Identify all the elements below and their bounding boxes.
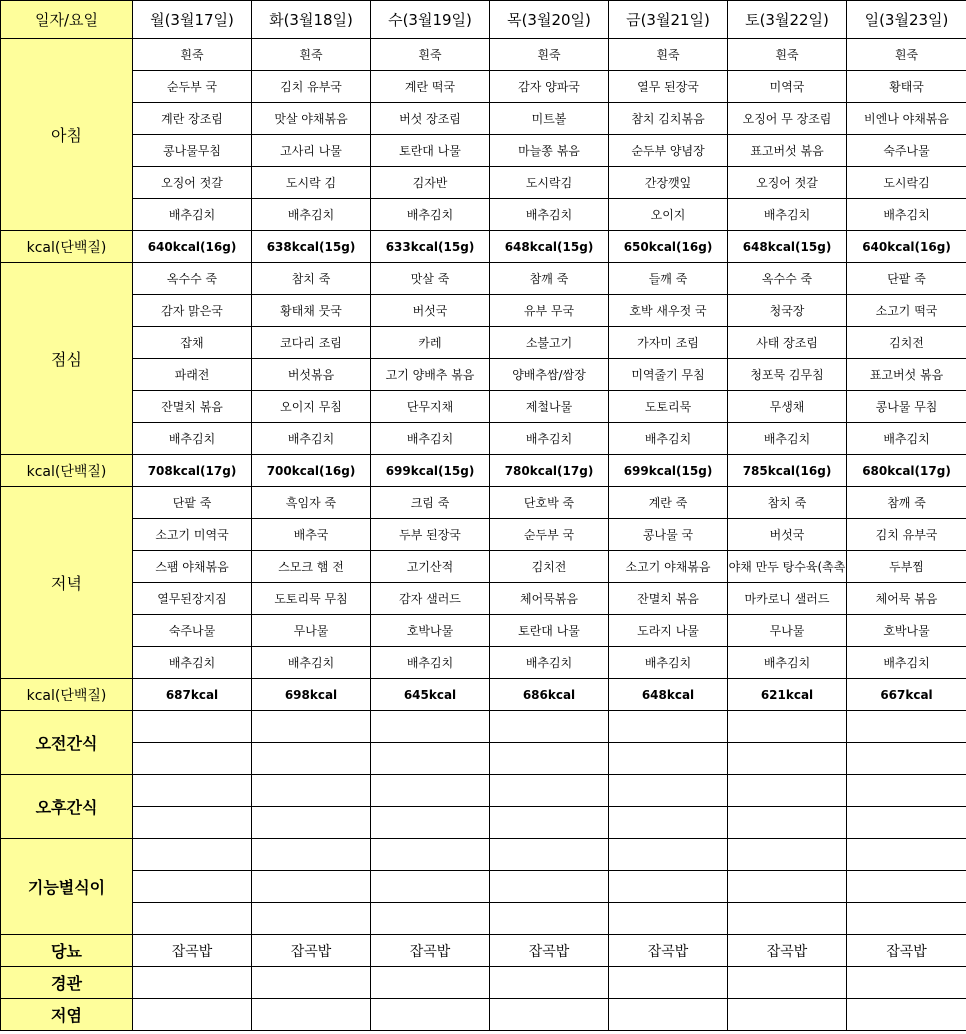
empty-cell <box>490 807 609 839</box>
menu-row <box>1 71 966 103</box>
kcal-label: kcal(단백질) <box>1 455 133 487</box>
menu-item: 토란대 나물 <box>490 615 609 647</box>
kcal-value: 698kcal <box>252 679 371 711</box>
menu-item: 순두부 국 <box>490 519 609 551</box>
kcal-value: 640kcal(16g) <box>133 231 252 263</box>
empty-cell <box>252 807 371 839</box>
menu-item: 크림 죽 <box>371 487 490 519</box>
kcal-row <box>1 455 966 487</box>
header-date-day: 일자/요일 <box>1 1 133 39</box>
special-diet-value: 잡곡밥 <box>847 935 966 967</box>
menu-item: 버섯국 <box>728 519 847 551</box>
special-diet-value <box>728 999 847 1031</box>
lunch-label: 점심 <box>1 263 133 455</box>
menu-row <box>1 487 966 519</box>
menu-item: 숙주나물 <box>847 135 966 167</box>
kcal-row <box>1 679 966 711</box>
special-diet-row <box>1 967 966 999</box>
empty-cell <box>252 839 371 871</box>
kcal-value: 699kcal(15g) <box>371 455 490 487</box>
low-salt-label: 저염 <box>1 999 133 1031</box>
menu-item: 맛살 죽 <box>371 263 490 295</box>
empty-cell <box>490 871 609 903</box>
menu-item: 호박 새우젓 국 <box>609 295 728 327</box>
empty-cell <box>609 839 728 871</box>
menu-item: 소고기 미역국 <box>133 519 252 551</box>
menu-item: 흰죽 <box>371 39 490 71</box>
menu-row <box>1 551 966 583</box>
special-diet-value: 잡곡밥 <box>252 935 371 967</box>
menu-item: 흰죽 <box>133 39 252 71</box>
special-diet-value <box>609 999 728 1031</box>
menu-item: 오이지 <box>609 199 728 231</box>
empty-cell <box>609 903 728 935</box>
empty-cell <box>847 711 966 743</box>
empty-cell <box>847 807 966 839</box>
kcal-value: 708kcal(17g) <box>133 455 252 487</box>
menu-item: 소불고기 <box>490 327 609 359</box>
menu-item: 토란대 나물 <box>371 135 490 167</box>
menu-item: 김치 유부국 <box>252 71 371 103</box>
menu-item: 배추김치 <box>490 423 609 455</box>
kcal-value: 667kcal <box>847 679 966 711</box>
menu-item: 흰죽 <box>490 39 609 71</box>
empty-row <box>1 743 966 775</box>
menu-item: 김치 유부국 <box>847 519 966 551</box>
menu-item: 단팥 죽 <box>847 263 966 295</box>
special-diet-value <box>252 999 371 1031</box>
menu-item: 배추김치 <box>847 647 966 679</box>
menu-item: 배추김치 <box>490 647 609 679</box>
diabetes-label: 당뇨 <box>1 935 133 967</box>
kcal-value: 633kcal(15g) <box>371 231 490 263</box>
menu-item: 감자 샐러드 <box>371 583 490 615</box>
menu-item: 코다리 조림 <box>252 327 371 359</box>
kcal-value: 785kcal(16g) <box>728 455 847 487</box>
empty-cell <box>490 711 609 743</box>
menu-item: 미역국 <box>728 71 847 103</box>
menu-item: 사태 장조림 <box>728 327 847 359</box>
menu-item: 옥수수 죽 <box>728 263 847 295</box>
empty-cell <box>728 839 847 871</box>
kcal-value: 645kcal <box>371 679 490 711</box>
menu-item: 순두부 양념장 <box>609 135 728 167</box>
menu-item: 표고버섯 볶음 <box>728 135 847 167</box>
special-diet-value: 잡곡밥 <box>133 935 252 967</box>
morning-snack-label: 오전간식 <box>1 711 133 775</box>
empty-cell <box>728 903 847 935</box>
empty-cell <box>252 775 371 807</box>
empty-cell <box>133 743 252 775</box>
menu-item: 배추김치 <box>609 647 728 679</box>
menu-row <box>1 615 966 647</box>
menu-item: 고기산적 <box>371 551 490 583</box>
dinner-label: 저녁 <box>1 487 133 679</box>
special-diet-row <box>1 999 966 1031</box>
menu-item: 흰죽 <box>252 39 371 71</box>
empty-row <box>1 903 966 935</box>
menu-item: 도시락 김 <box>252 167 371 199</box>
menu-item: 들깨 죽 <box>609 263 728 295</box>
special-diet-row <box>1 935 966 967</box>
menu-item: 단팥 죽 <box>133 487 252 519</box>
menu-item: 계란 장조림 <box>133 103 252 135</box>
kcal-label: kcal(단백질) <box>1 679 133 711</box>
empty-cell <box>609 743 728 775</box>
special-diet-value <box>728 967 847 999</box>
empty-row <box>1 807 966 839</box>
empty-row <box>1 775 966 807</box>
empty-cell <box>133 711 252 743</box>
header-day: 수(3월19일) <box>371 1 490 39</box>
menu-item: 참깨 죽 <box>847 487 966 519</box>
menu-item: 오징어 젓갈 <box>133 167 252 199</box>
special-diet-value <box>371 967 490 999</box>
menu-row <box>1 391 966 423</box>
special-diet-value <box>371 999 490 1031</box>
empty-cell <box>728 775 847 807</box>
menu-item: 계란 떡국 <box>371 71 490 103</box>
menu-item: 열무 된장국 <box>609 71 728 103</box>
kcal-value: 699kcal(15g) <box>609 455 728 487</box>
menu-row <box>1 647 966 679</box>
menu-item: 황태채 뭇국 <box>252 295 371 327</box>
menu-item: 배추김치 <box>371 199 490 231</box>
menu-item: 배추김치 <box>728 647 847 679</box>
menu-row <box>1 103 966 135</box>
menu-item: 맛살 야채볶음 <box>252 103 371 135</box>
menu-item: 버섯볶음 <box>252 359 371 391</box>
menu-item: 표고버섯 볶음 <box>847 359 966 391</box>
menu-item: 카레 <box>371 327 490 359</box>
header-day: 화(3월18일) <box>252 1 371 39</box>
menu-item: 콩나물 국 <box>609 519 728 551</box>
empty-cell <box>728 807 847 839</box>
menu-item: 소고기 야채볶음 <box>609 551 728 583</box>
menu-item: 청국장 <box>728 295 847 327</box>
menu-item: 체어묵볶음 <box>490 583 609 615</box>
empty-cell <box>490 743 609 775</box>
menu-item: 도라지 나물 <box>609 615 728 647</box>
menu-item: 감자 양파국 <box>490 71 609 103</box>
empty-cell <box>609 807 728 839</box>
menu-row <box>1 295 966 327</box>
header-day: 일(3월23일) <box>847 1 966 39</box>
empty-cell <box>609 711 728 743</box>
empty-cell <box>371 807 490 839</box>
special-diet-value: 잡곡밥 <box>609 935 728 967</box>
menu-item: 무나물 <box>728 615 847 647</box>
functional-diet-label: 기능별식이 <box>1 839 133 935</box>
menu-row <box>1 39 966 71</box>
empty-cell <box>847 775 966 807</box>
special-diet-value <box>847 999 966 1031</box>
menu-item: 참치 죽 <box>728 487 847 519</box>
menu-item: 간장깻잎 <box>609 167 728 199</box>
menu-item: 야채 만두 탕수육(촉촉 <box>728 551 847 583</box>
special-diet-value <box>847 967 966 999</box>
empty-cell <box>252 711 371 743</box>
menu-row <box>1 423 966 455</box>
empty-cell <box>252 903 371 935</box>
menu-item: 배추김치 <box>609 423 728 455</box>
menu-item: 고기 양배추 볶음 <box>371 359 490 391</box>
kcal-value: 648kcal(15g) <box>728 231 847 263</box>
empty-cell <box>252 871 371 903</box>
menu-item: 김치전 <box>847 327 966 359</box>
menu-item: 도토리묵 <box>609 391 728 423</box>
empty-cell <box>133 775 252 807</box>
kcal-value: 700kcal(16g) <box>252 455 371 487</box>
kcal-value: 621kcal <box>728 679 847 711</box>
menu-item: 흰죽 <box>728 39 847 71</box>
kcal-value: 680kcal(17g) <box>847 455 966 487</box>
menu-item: 잡채 <box>133 327 252 359</box>
menu-row <box>1 519 966 551</box>
empty-cell <box>371 711 490 743</box>
menu-item: 순두부 국 <box>133 71 252 103</box>
kcal-value: 650kcal(16g) <box>609 231 728 263</box>
menu-item: 배추김치 <box>371 423 490 455</box>
empty-cell <box>133 903 252 935</box>
menu-item: 미역줄기 무침 <box>609 359 728 391</box>
kcal-value: 687kcal <box>133 679 252 711</box>
empty-cell <box>490 775 609 807</box>
menu-item: 도토리묵 무침 <box>252 583 371 615</box>
menu-item: 스팸 야채볶음 <box>133 551 252 583</box>
menu-item: 체어묵 볶음 <box>847 583 966 615</box>
menu-item: 무생채 <box>728 391 847 423</box>
menu-item: 오이지 무침 <box>252 391 371 423</box>
empty-row <box>1 871 966 903</box>
afternoon-snack-label: 오후간식 <box>1 775 133 839</box>
menu-item: 김치전 <box>490 551 609 583</box>
menu-item: 콩나물 무침 <box>847 391 966 423</box>
menu-row <box>1 263 966 295</box>
header-day: 토(3월22일) <box>728 1 847 39</box>
menu-item: 열무된장지짐 <box>133 583 252 615</box>
menu-item: 도시락김 <box>490 167 609 199</box>
menu-row <box>1 583 966 615</box>
empty-cell <box>847 839 966 871</box>
empty-cell <box>133 871 252 903</box>
empty-cell <box>371 871 490 903</box>
menu-item: 배추김치 <box>728 423 847 455</box>
menu-item: 고사리 나물 <box>252 135 371 167</box>
menu-item: 호박나물 <box>847 615 966 647</box>
menu-item: 계란 죽 <box>609 487 728 519</box>
kcal-value: 640kcal(16g) <box>847 231 966 263</box>
empty-row <box>1 839 966 871</box>
empty-cell <box>490 839 609 871</box>
menu-item: 제철나물 <box>490 391 609 423</box>
menu-item: 콩나물무침 <box>133 135 252 167</box>
menu-row <box>1 199 966 231</box>
kcal-row <box>1 231 966 263</box>
header-day: 금(3월21일) <box>609 1 728 39</box>
special-diet-value <box>133 999 252 1031</box>
menu-item: 단호박 죽 <box>490 487 609 519</box>
kcal-value: 686kcal <box>490 679 609 711</box>
kcal-value: 648kcal <box>609 679 728 711</box>
menu-item: 비엔나 야채볶음 <box>847 103 966 135</box>
empty-cell <box>609 871 728 903</box>
special-diet-value <box>490 967 609 999</box>
empty-cell <box>847 903 966 935</box>
menu-row <box>1 167 966 199</box>
menu-item: 잔멸치 볶음 <box>609 583 728 615</box>
menu-row <box>1 359 966 391</box>
menu-item: 미트볼 <box>490 103 609 135</box>
menu-item: 두부찜 <box>847 551 966 583</box>
menu-item: 흰죽 <box>609 39 728 71</box>
header-day: 월(3월17일) <box>133 1 252 39</box>
menu-row <box>1 135 966 167</box>
empty-cell <box>847 743 966 775</box>
menu-item: 배추김치 <box>133 423 252 455</box>
menu-item: 오징어 젓갈 <box>728 167 847 199</box>
empty-cell <box>728 743 847 775</box>
kcal-value: 638kcal(15g) <box>252 231 371 263</box>
menu-item: 숙주나물 <box>133 615 252 647</box>
empty-cell <box>371 743 490 775</box>
menu-item: 스모크 햄 전 <box>252 551 371 583</box>
empty-cell <box>133 839 252 871</box>
menu-item: 배추김치 <box>728 199 847 231</box>
menu-item: 배추김치 <box>252 647 371 679</box>
empty-cell <box>371 775 490 807</box>
special-diet-value <box>252 967 371 999</box>
menu-item: 배추김치 <box>847 199 966 231</box>
menu-row <box>1 327 966 359</box>
special-diet-value: 잡곡밥 <box>371 935 490 967</box>
empty-cell <box>728 871 847 903</box>
menu-item: 참치 김치볶음 <box>609 103 728 135</box>
special-diet-value <box>133 967 252 999</box>
menu-item: 배추김치 <box>133 647 252 679</box>
breakfast-label: 아침 <box>1 39 133 231</box>
special-diet-value: 잡곡밥 <box>728 935 847 967</box>
menu-item: 참깨 죽 <box>490 263 609 295</box>
special-diet-value <box>609 967 728 999</box>
menu-item: 배추김치 <box>252 199 371 231</box>
menu-item: 배추김치 <box>490 199 609 231</box>
empty-cell <box>133 807 252 839</box>
menu-item: 참치 죽 <box>252 263 371 295</box>
empty-row <box>1 711 966 743</box>
menu-item: 무나물 <box>252 615 371 647</box>
menu-item: 단무지채 <box>371 391 490 423</box>
kcal-label: kcal(단백질) <box>1 231 133 263</box>
menu-item: 유부 무국 <box>490 295 609 327</box>
menu-item: 가자미 조림 <box>609 327 728 359</box>
menu-item: 마늘쫑 볶음 <box>490 135 609 167</box>
tube-feeding-label: 경관 <box>1 967 133 999</box>
menu-item: 배추김치 <box>371 647 490 679</box>
menu-item: 잔멸치 볶음 <box>133 391 252 423</box>
menu-item: 배추김치 <box>133 199 252 231</box>
menu-item: 호박나물 <box>371 615 490 647</box>
menu-item: 오징어 무 장조림 <box>728 103 847 135</box>
menu-item: 양배추쌈/쌈장 <box>490 359 609 391</box>
menu-item: 흰죽 <box>847 39 966 71</box>
special-diet-value: 잡곡밥 <box>490 935 609 967</box>
menu-item: 황태국 <box>847 71 966 103</box>
kcal-value: 648kcal(15g) <box>490 231 609 263</box>
menu-item: 도시락김 <box>847 167 966 199</box>
menu-item: 마카로니 샐러드 <box>728 583 847 615</box>
empty-cell <box>371 903 490 935</box>
menu-item: 옥수수 죽 <box>133 263 252 295</box>
empty-cell <box>847 871 966 903</box>
menu-item: 김자반 <box>371 167 490 199</box>
empty-cell <box>371 839 490 871</box>
menu-item: 버섯 장조림 <box>371 103 490 135</box>
menu-item: 두부 된장국 <box>371 519 490 551</box>
menu-item: 버섯국 <box>371 295 490 327</box>
special-diet-value <box>490 999 609 1031</box>
menu-item: 파래전 <box>133 359 252 391</box>
kcal-value: 780kcal(17g) <box>490 455 609 487</box>
menu-item: 청포묵 김무침 <box>728 359 847 391</box>
menu-item: 배추국 <box>252 519 371 551</box>
empty-cell <box>252 743 371 775</box>
menu-item: 배추김치 <box>252 423 371 455</box>
empty-cell <box>609 775 728 807</box>
menu-item: 소고기 떡국 <box>847 295 966 327</box>
menu-item: 흑임자 죽 <box>252 487 371 519</box>
empty-cell <box>728 711 847 743</box>
menu-item: 배추김치 <box>847 423 966 455</box>
header-day: 목(3월20일) <box>490 1 609 39</box>
empty-cell <box>490 903 609 935</box>
menu-item: 감자 맑은국 <box>133 295 252 327</box>
